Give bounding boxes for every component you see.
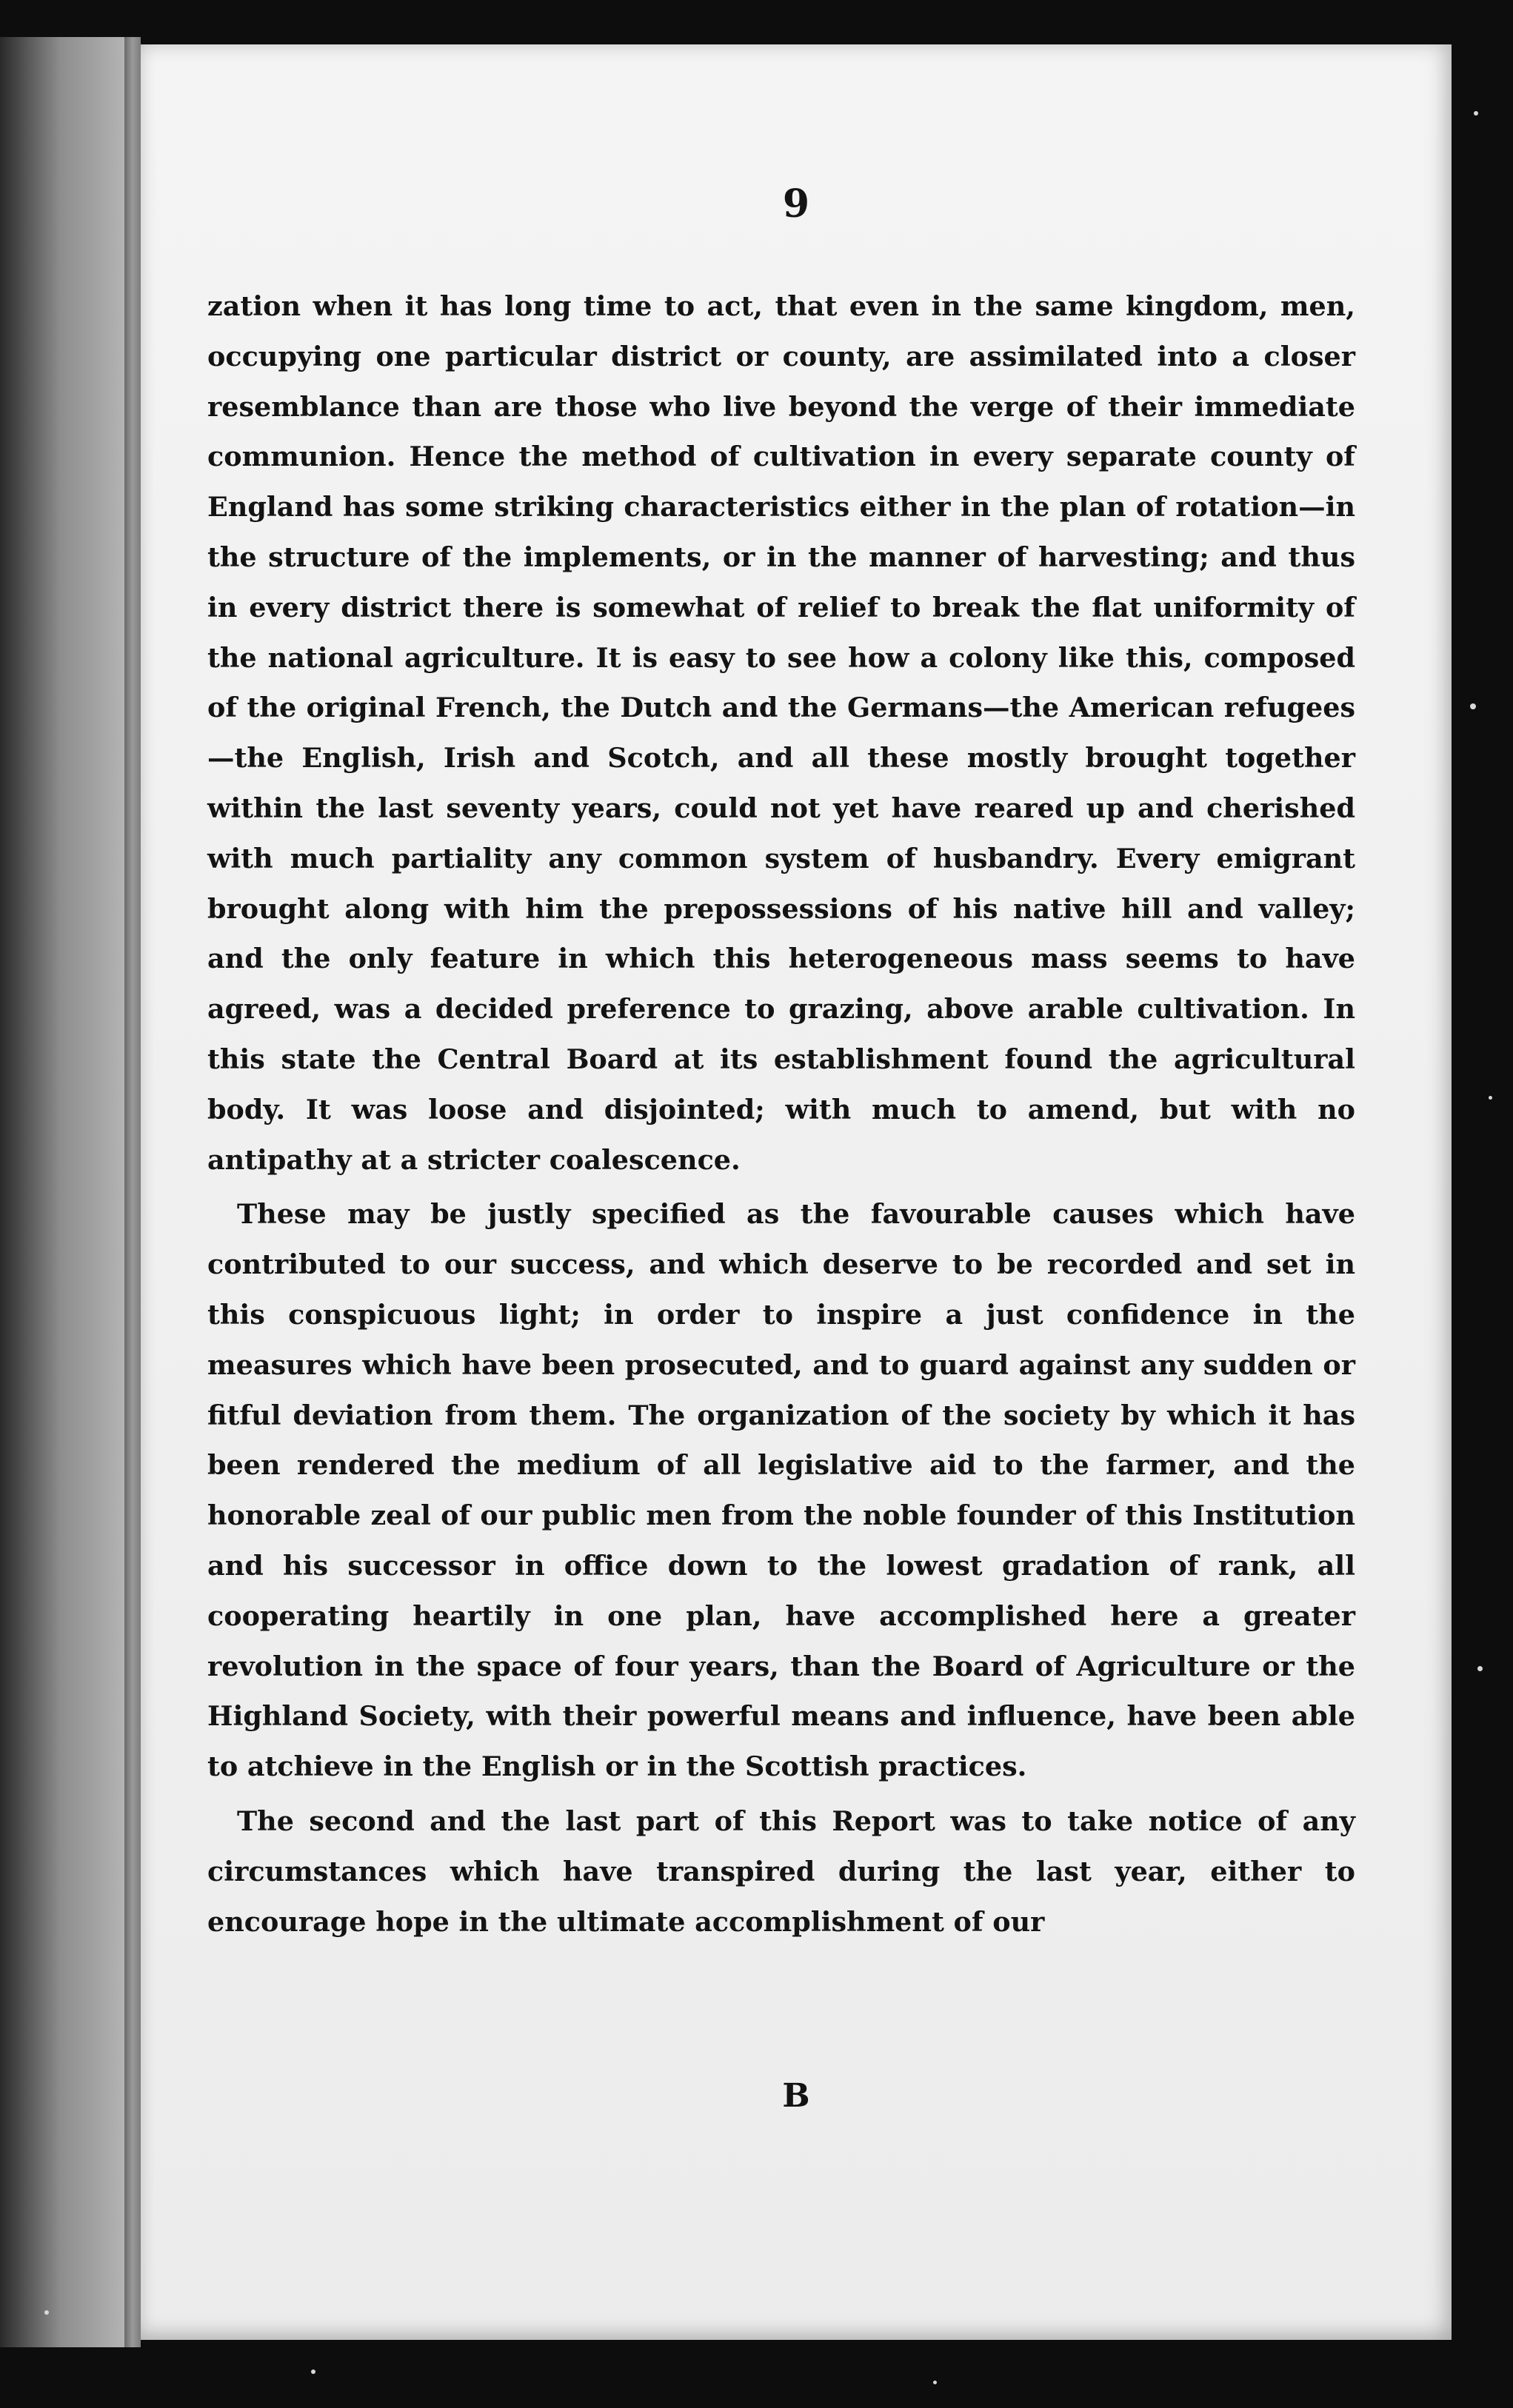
page-gutter (124, 37, 141, 2347)
scan-speck (44, 2310, 49, 2315)
signature-mark: B (782, 2077, 810, 2115)
body-text (207, 281, 1355, 1947)
scan-speck (1477, 1666, 1483, 1671)
scan-speck (1474, 111, 1478, 116)
previous-page-edge (0, 37, 133, 2347)
scan-speck (311, 2369, 315, 2374)
page-number: 9 (782, 181, 810, 227)
scan-speck (933, 2381, 937, 2384)
scanned-page (141, 44, 1452, 2340)
scan-speck (1470, 703, 1476, 709)
scan-speck (1489, 1096, 1492, 1100)
paragraph-2: These may be justly specified as the favourable causes which have contributed to our success, and which deserve to be recorded and set in this conspicuous light; in order to inspire a just confidence in the measures which have been prosecuted, and to guard against any sudden or fitful deviation from them. The organization of the society by which it has been rendered the medium of all legislative aid to the farmer, and the honorable zeal of our public men from the noble founder of this Institution and his successor in office down to the lowest gradation of rank, all cooperating heartily in one plan, have accomplished here a greater revolution in the space of four years, than the Board of Agriculture or the Highland Society, with their powerful means and influence, have been able to atchieve in the English or in the Scottish practices. (207, 1198, 1355, 1783)
paragraph-1: zation when it has long time to act, that even in the same kingdom, men, occupying one particular district or county, are assimilated into a closer resemblance than are those who live beyond the verge of their immediate communion. Hence the method of cultivation in every separate county of England has some striking characteristics either in the plan of rotation—in the structure of the implements, or in the manner of harvesting; and thus in every district there is somewhat of relief to break the flat uniformity of the national agriculture. It is easy to see how a colony like this, composed of the original French, the Dutch and the Germans—the American refugees—the English, Irish and Scotch, and all these mostly brought together within the last seventy years, could not yet have reared up and cherished with much partiality any common system of husbandry. Every emigrant brought along with him the prepossessions of his native hill and valley; and the only feature in which this heterogeneous mass seems to have agreed, was a decided preference to grazing, above arable cultivation. In this state the Central Board at its establishment found the agricultural body. It was loose and disjointed; with much to amend, but with no antipathy at a stricter coalescence. (207, 290, 1355, 1176)
paragraph-3: The second and the last part of this Report was to take notice of any circumstances which have transpired during the last year, either to encourage hope in the ultimate accomplishment of our (207, 1805, 1355, 1938)
